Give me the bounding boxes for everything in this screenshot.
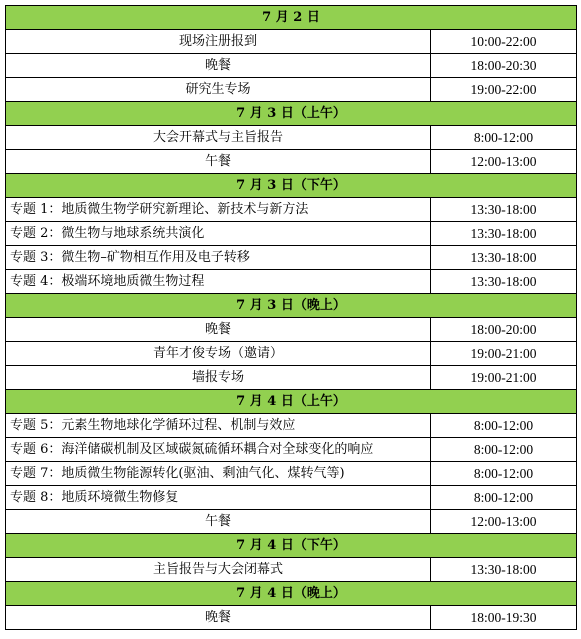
event-time: 13:30-18:00 [431, 270, 577, 294]
schedule-table [5, 5, 577, 630]
event-time: 19:00-22:00 [431, 78, 577, 102]
event-time: 12:00-13:00 [431, 150, 577, 174]
date-section-label: 7 月 3 日（晚上） [6, 294, 577, 318]
schedule-row [6, 30, 577, 54]
event-name: 专题 4：极端环境地质微生物过程 [6, 270, 431, 294]
schedule-row [6, 486, 577, 510]
date-section-label: 7 月 4 日（下午） [6, 534, 577, 558]
date-section-row [6, 534, 577, 558]
schedule-row [6, 198, 577, 222]
event-name: 墙报专场 [6, 366, 431, 390]
date-section-row [6, 390, 577, 414]
schedule-row [6, 606, 577, 630]
event-time: 13:30-18:00 [431, 246, 577, 270]
event-name: 专题 5：元素生物地球化学循环过程、机制与效应 [6, 414, 431, 438]
date-section-label: 7 月 3 日（下午） [6, 174, 577, 198]
event-name: 大会开幕式与主旨报告 [6, 126, 431, 150]
event-time: 18:00-20:00 [431, 318, 577, 342]
schedule-row [6, 414, 577, 438]
event-name: 晚餐 [6, 318, 431, 342]
event-name: 专题 6：海洋储碳机制及区域碳氮硫循环耦合对全球变化的响应 [6, 438, 431, 462]
event-time: 18:00-19:30 [431, 606, 577, 630]
date-section-row [6, 294, 577, 318]
event-name: 专题 3：微生物–矿物相互作用及电子转移 [6, 246, 431, 270]
event-name: 晚餐 [6, 606, 431, 630]
schedule-row [6, 318, 577, 342]
date-section-row [6, 174, 577, 198]
schedule-row [6, 54, 577, 78]
event-time: 10:00-22:00 [431, 30, 577, 54]
event-name: 主旨报告与大会闭幕式 [6, 558, 431, 582]
event-time: 8:00-12:00 [431, 126, 577, 150]
schedule-row [6, 510, 577, 534]
event-name: 专题 7：地质微生物能源转化(驱油、剩油气化、煤转气等) [6, 462, 431, 486]
event-name: 研究生专场 [6, 78, 431, 102]
event-name: 晚餐 [6, 54, 431, 78]
date-section-label: 7 月 4 日（上午） [6, 390, 577, 414]
date-section-label: 7 月 4 日（晚上） [6, 582, 577, 606]
event-time: 8:00-12:00 [431, 438, 577, 462]
event-name: 现场注册报到 [6, 30, 431, 54]
event-time: 8:00-12:00 [431, 414, 577, 438]
event-name: 专题 1：地质微生物学研究新理论、新技术与新方法 [6, 198, 431, 222]
event-time: 8:00-12:00 [431, 462, 577, 486]
date-section-row [6, 582, 577, 606]
event-time: 18:00-20:30 [431, 54, 577, 78]
schedule-row [6, 150, 577, 174]
date-section-label: 7 月 2 日 [6, 6, 577, 30]
date-section-label: 7 月 3 日（上午） [6, 102, 577, 126]
event-time: 12:00-13:00 [431, 510, 577, 534]
schedule-row [6, 462, 577, 486]
schedule-row [6, 246, 577, 270]
schedule-row [6, 126, 577, 150]
event-name: 午餐 [6, 510, 431, 534]
event-name: 青年才俊专场（邀请） [6, 342, 431, 366]
schedule-row [6, 558, 577, 582]
schedule-row [6, 78, 577, 102]
event-time: 13:30-18:00 [431, 558, 577, 582]
event-time: 19:00-21:00 [431, 366, 577, 390]
event-name: 专题 2：微生物与地球系统共演化 [6, 222, 431, 246]
date-section-row [6, 6, 577, 30]
event-time: 19:00-21:00 [431, 342, 577, 366]
schedule-row [6, 222, 577, 246]
schedule-row [6, 366, 577, 390]
event-time: 8:00-12:00 [431, 486, 577, 510]
event-name: 午餐 [6, 150, 431, 174]
schedule-body [6, 6, 577, 630]
schedule-row [6, 270, 577, 294]
event-time: 13:30-18:00 [431, 198, 577, 222]
event-name: 专题 8：地质环境微生物修复 [6, 486, 431, 510]
date-section-row [6, 102, 577, 126]
event-time: 13:30-18:00 [431, 222, 577, 246]
schedule-row [6, 438, 577, 462]
schedule-row [6, 342, 577, 366]
